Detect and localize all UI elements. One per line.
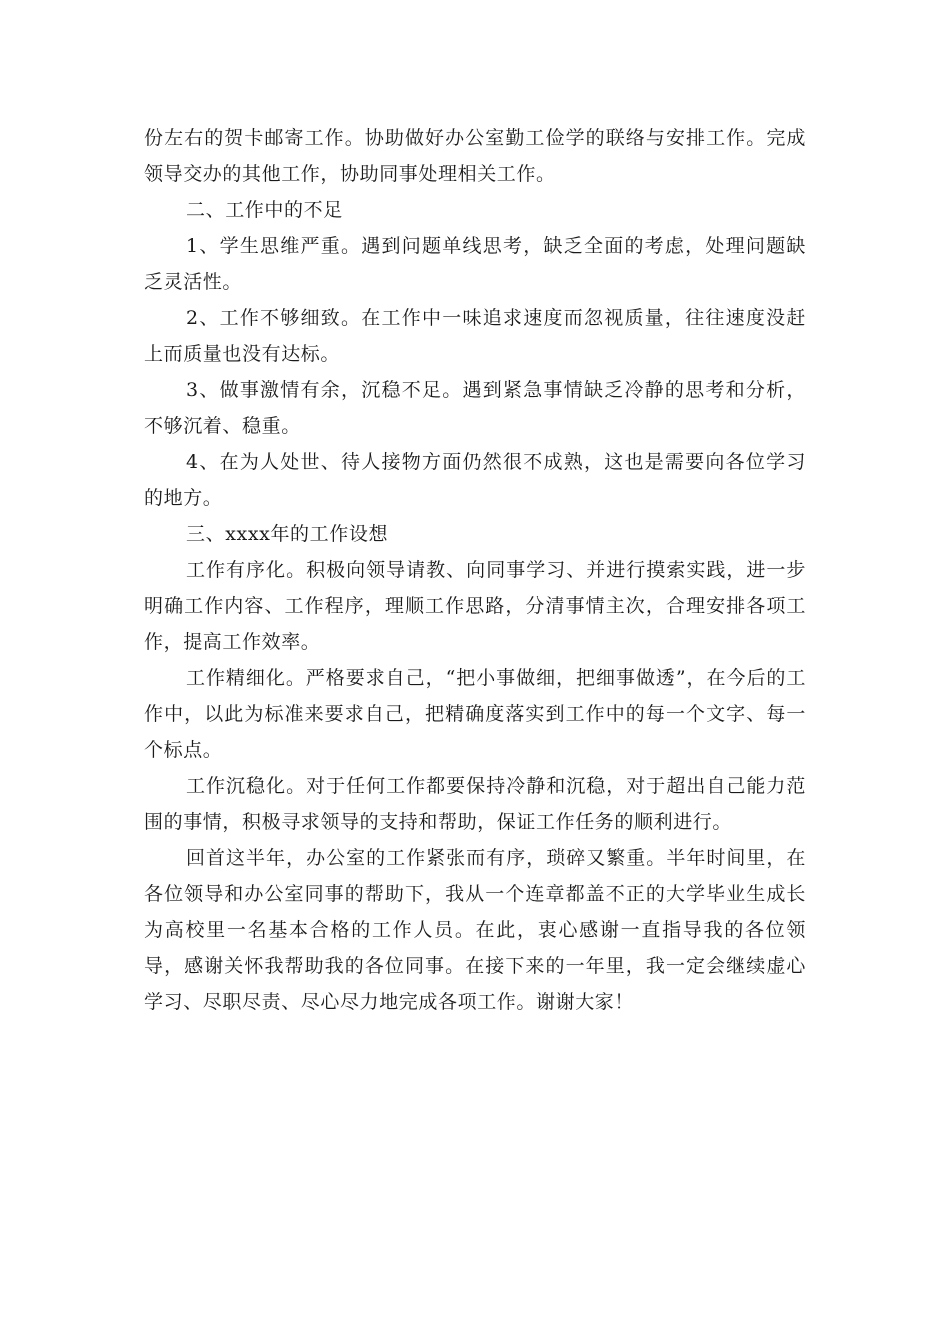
paragraph-shortcoming-3: 3、做事激情有余，沉稳不足。遇到紧急事情缺乏冷静的思考和分析，不够沉着、稳重。 (144, 379, 806, 437)
paragraph-conclusion: 回首这半年，办公室的工作紧张而有序，琐碎又繁重。半年时间里，在各位领导和办公室同事的帮助下，我从一个连章都盖不正的大学毕业生成长为高校里一名基本合格的工作人员。在此，衷心感谢一直指导我的各位领导，感谢关怀我帮助我的各位同事。在接下来的一年里，我一定会继续虚心学习、尽职尽责、尽心尽力地完成各项工作。谢谢大家！ (144, 847, 806, 1013)
document-body (144, 120, 806, 1020)
paragraph-shortcoming-2: 2、工作不够细致。在工作中一味追求速度而忽视质量，往往速度没赶上而质量也没有达标。 (144, 307, 806, 365)
paragraph-plan-steady: 工作沉稳化。对于任何工作都要保持冷静和沉稳，对于超出自己能力范围的事情，积极寻求领导的支持和帮助，保证工作任务的顺利进行。 (144, 775, 806, 833)
paragraph-continuation: 份左右的贺卡邮寄工作。协助做好办公室勤工俭学的联络与安排工作。完成领导交办的其他工作，协助同事处理相关工作。 (144, 127, 806, 185)
paragraph-plan-refined: 工作精细化。严格要求自己，“把小事做细，把细事做透”，在今后的工作中，以此为标准来要求自己，把精确度落实到工作中的每一个文字、每一个标点。 (144, 667, 806, 761)
paragraph-shortcoming-1: 1、学生思维严重。遇到问题单线思考，缺乏全面的考虑，处理问题缺乏灵活性。 (144, 235, 806, 293)
section-heading-shortcomings: 二、工作中的不足 (186, 199, 343, 221)
paragraph-plan-orderly: 工作有序化。积极向领导请教、向同事学习、并进行摸索实践，进一步明确工作内容、工作程序，理顺工作思路，分清事情主次，合理安排各项工作，提高工作效率。 (144, 559, 806, 653)
paragraph-shortcoming-4: 4、在为人处世、待人接物方面仍然很不成熟，这也是需要向各位学习的地方。 (144, 451, 806, 509)
section-heading-plans: 三、xxxx年的工作设想 (186, 523, 389, 545)
